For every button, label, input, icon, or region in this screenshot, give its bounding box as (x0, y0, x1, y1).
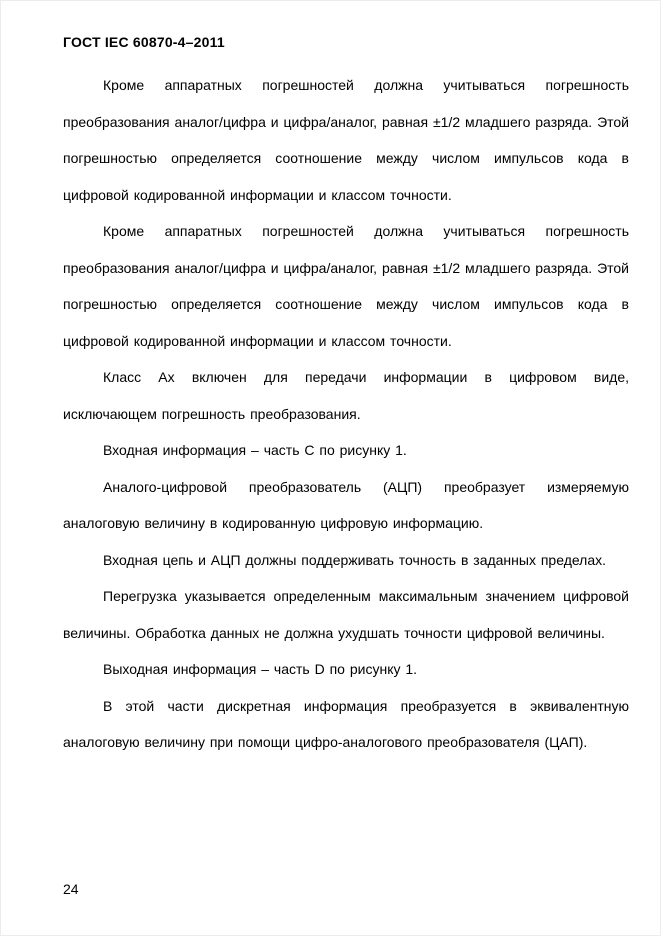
paragraph: Входная информация – часть C по рисунку 1. (103, 442, 407, 458)
document-title: ГОСТ IEC 60870-4–2011 (63, 34, 225, 50)
paragraph: Перегрузка указывается определенным максимальным значением цифровой величины. Обработка данных не должна ухудшать точности цифровой величины. (63, 588, 629, 641)
paragraph: В этой части дискретная информация преобразуется в эквивалентную аналоговую величину при помощи цифро-аналогового преобразователя (ЦАП). (63, 697, 629, 750)
paragraph: Аналого-цифровой преобразователь (АЦП) преобразует измеряемую аналоговую величину в кодированную цифровую информацию. (63, 478, 629, 531)
page-number: 24 (63, 881, 79, 897)
paragraph: Класс Ах включен для передачи информации в цифровом виде, исключающем погрешность преобразования. (63, 369, 629, 422)
paragraph: Кроме аппаратных погрешностей должна учитываться погрешность преобразования аналог/цифра и цифра/аналог, равная ±1/2 младшего разряда. Этой погрешностью определяется соотношение между числом импульсов кода в цифровой кодированной информации и классом точности. (63, 77, 629, 203)
paragraph: Кроме аппаратных погрешностей должна учитываться погрешность преобразования аналог/цифра и цифра/аналог, равная ±1/2 младшего разряда. Этой погрешностью определяется соотношение между числом импульсов кода в цифровой кодированной информации и классом точности. (63, 223, 629, 349)
document-body (63, 67, 629, 761)
paragraph: Входная цепь и АЦП должны поддерживать точность в заданных пределах. (103, 551, 607, 568)
paragraph: Выходная информация – часть D по рисунку 1. (103, 661, 418, 677)
